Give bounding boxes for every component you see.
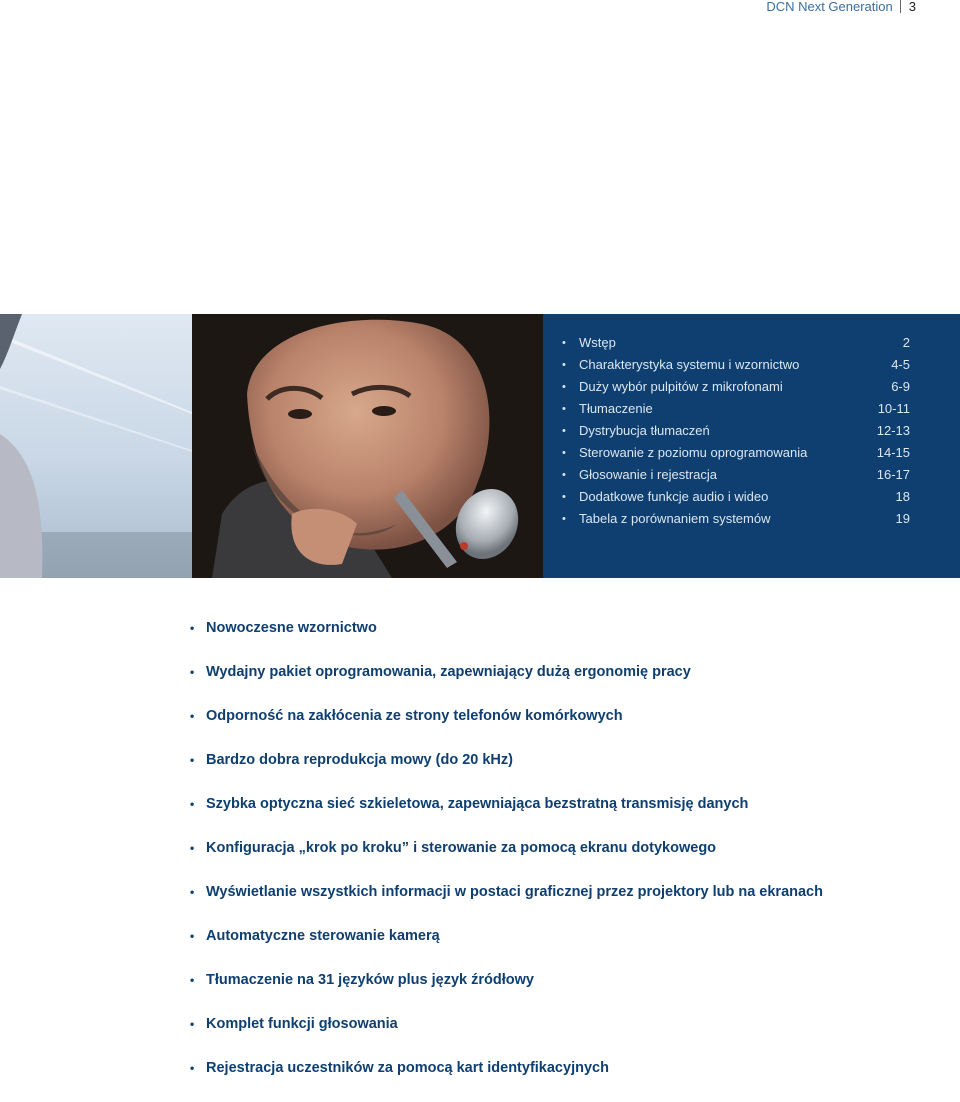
bullet-icon: •: [562, 337, 566, 349]
feature-text: Konfiguracja „krok po kroku” i sterowanie za pomocą ekranu dotykowego: [206, 840, 717, 856]
feature-text: Komplet funkcji głosowania: [206, 1016, 398, 1032]
toc-item-page: 19: [895, 511, 910, 526]
toc-item-page: 18: [895, 489, 910, 504]
feature-list: [190, 618, 930, 1102]
bullet-icon: •: [190, 797, 195, 811]
toc-item-page: 16-17: [876, 467, 910, 482]
toc-item[interactable]: [562, 332, 910, 354]
toc-item[interactable]: [562, 354, 910, 376]
bullet-icon: •: [190, 621, 195, 635]
feature-item: [190, 662, 930, 706]
feature-text: Wydajny pakiet oprogramowania, zapewniający dużą ergonomię pracy: [206, 664, 691, 680]
bullet-icon: •: [562, 425, 566, 437]
toc-item-title: Duży wybór pulpitów z mikrofonami: [579, 379, 783, 394]
toc-item[interactable]: [562, 420, 910, 442]
toc-item-page: 4-5: [891, 357, 910, 372]
feature-item: [190, 838, 930, 882]
bullet-icon: •: [562, 447, 566, 459]
bullet-icon: •: [562, 491, 566, 503]
feature-text: Nowoczesne wzornictwo: [206, 620, 377, 636]
page-number: 3: [908, 0, 916, 14]
publication-title: DCN Next Generation: [766, 0, 893, 14]
bullet-icon: •: [190, 929, 195, 943]
toc-item-page: 6-9: [891, 379, 910, 394]
feature-text: Rejestracja uczestników za pomocą kart identyfikacyjnych: [206, 1060, 609, 1076]
toc-item-title: Tabela z porównaniem systemów: [579, 511, 771, 526]
feature-item: [190, 750, 930, 794]
table-of-contents: [543, 314, 960, 578]
toc-item[interactable]: [562, 398, 910, 420]
toc-item-title: Wstęp: [579, 335, 616, 350]
bullet-icon: •: [562, 403, 566, 415]
toc-item-title: Dodatkowe funkcje audio i wideo: [579, 489, 769, 504]
bullet-icon: •: [562, 381, 566, 393]
header-divider: [900, 0, 901, 13]
feature-item: [190, 926, 930, 970]
feature-item: [190, 1014, 930, 1058]
toc-item[interactable]: [562, 376, 910, 398]
toc-list: [562, 332, 910, 530]
toc-item-title: Tłumaczenie: [579, 401, 653, 416]
bullet-icon: •: [562, 469, 566, 481]
toc-item-page: 14-15: [876, 445, 910, 460]
toc-item[interactable]: [562, 508, 910, 530]
bullet-icon: •: [190, 753, 195, 767]
bullet-icon: •: [190, 1061, 195, 1075]
feature-item: [190, 794, 930, 838]
feature-text: Wyświetlanie wszystkich informacji w postaci graficznej przez projektory lub na ekranach: [206, 884, 823, 900]
bullet-icon: •: [562, 513, 566, 525]
bullet-icon: •: [190, 973, 195, 987]
bullet-icon: •: [190, 1017, 195, 1031]
feature-text: Bardzo dobra reprodukcja mowy (do 20 kHz): [206, 752, 513, 768]
bullet-icon: •: [190, 885, 195, 899]
toc-item-title: Sterowanie z poziomu oprogramowania: [579, 445, 808, 460]
conference-photo-left: [0, 314, 192, 578]
feature-item: [190, 882, 930, 926]
toc-item[interactable]: [562, 442, 910, 464]
feature-item: [190, 1058, 930, 1102]
toc-item-title: Dystrybucja tłumaczeń: [579, 423, 710, 438]
feature-item: [190, 706, 930, 750]
toc-item-title: Charakterystyka systemu i wzornictwo: [579, 357, 800, 372]
bullet-icon: •: [190, 665, 195, 679]
feature-text: Automatyczne sterowanie kamerą: [206, 928, 440, 944]
bullet-icon: •: [190, 841, 195, 855]
feature-text: Tłumaczenie na 31 języków plus język źródłowy: [206, 972, 534, 988]
toc-item-title: Głosowanie i rejestracja: [579, 467, 718, 482]
toc-item[interactable]: [562, 464, 910, 486]
feature-text: Szybka optyczna sieć szkieletowa, zapewniająca bezstratną transmisję danych: [206, 796, 749, 812]
delegate-photo: [192, 314, 543, 578]
bullet-icon: •: [190, 709, 195, 723]
toc-item[interactable]: [562, 486, 910, 508]
toc-item-page: 2: [902, 335, 910, 350]
running-header: [766, 0, 916, 15]
toc-item-page: 10-11: [877, 401, 910, 416]
feature-text: Odporność na zakłócenia ze strony telefonów komórkowych: [206, 708, 623, 724]
bullet-icon: •: [562, 359, 566, 371]
feature-item: [190, 618, 930, 662]
toc-item-page: 12-13: [876, 423, 910, 438]
feature-item: [190, 970, 930, 1014]
